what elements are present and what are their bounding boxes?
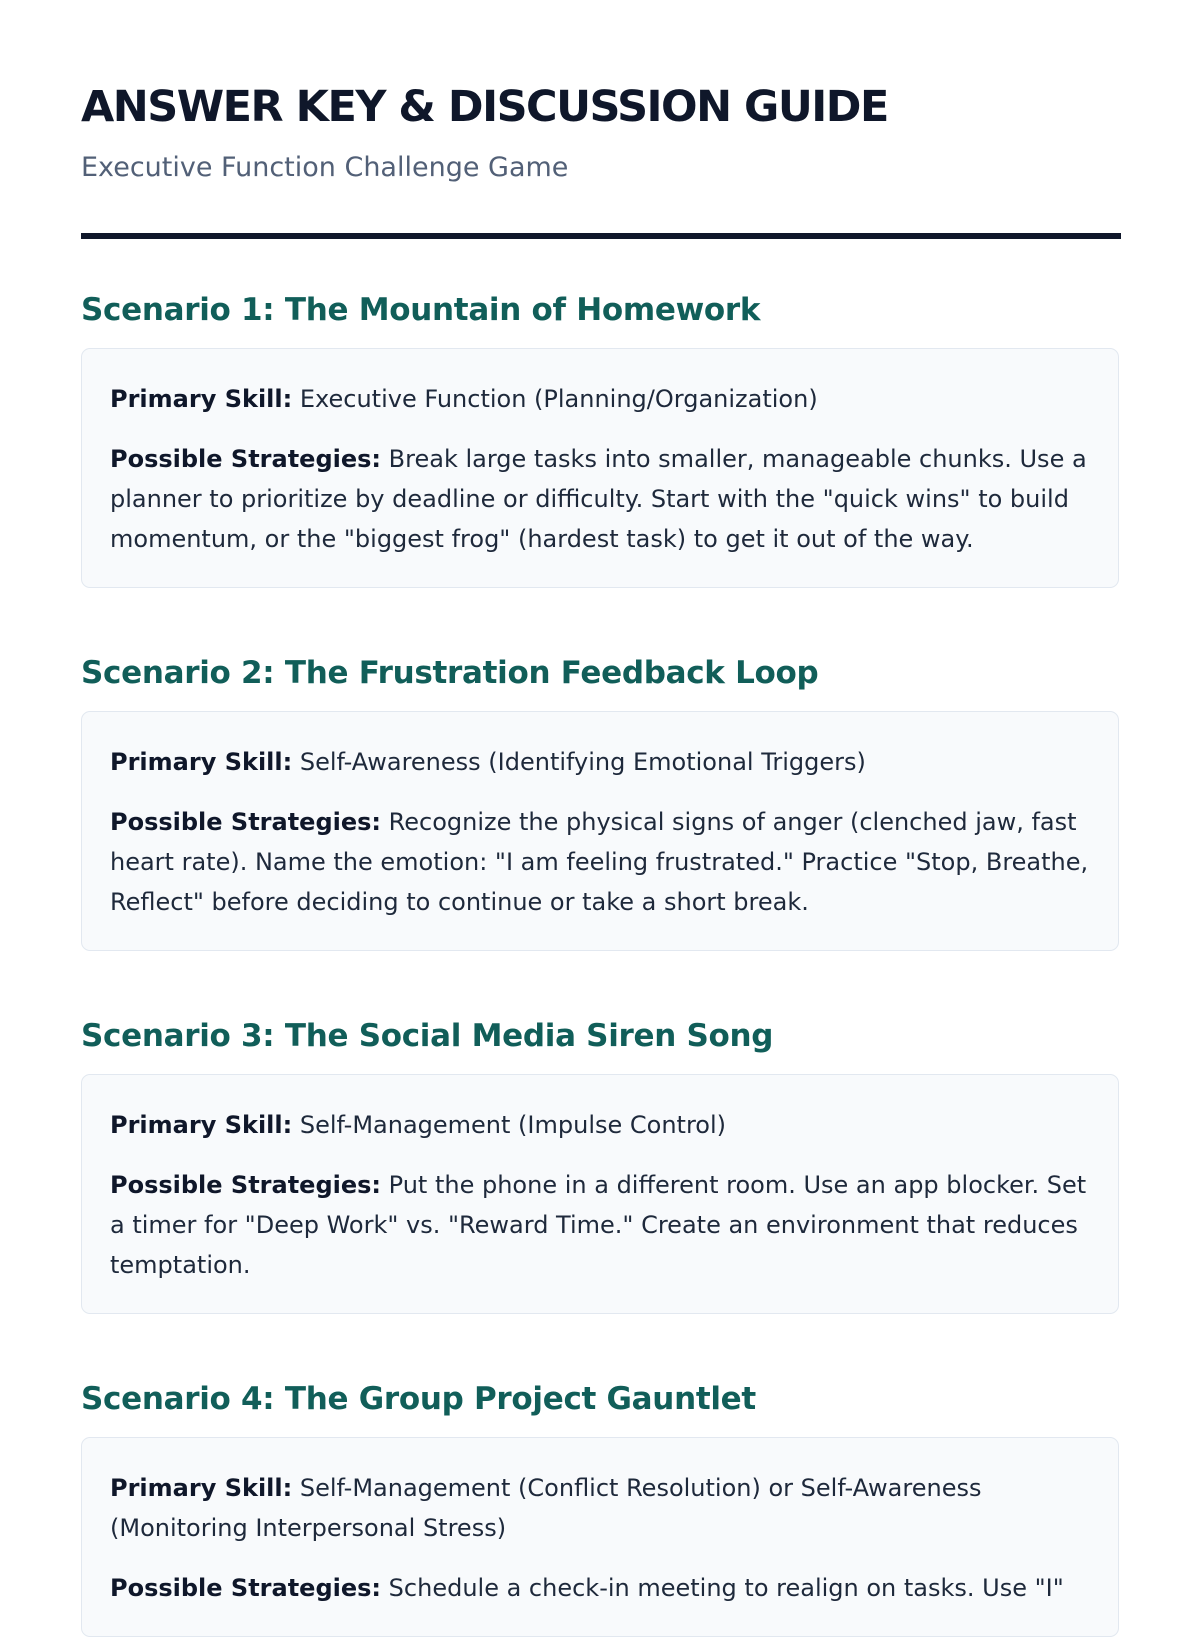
- strategies-label: Possible Strategies:: [110, 1574, 382, 1602]
- strategies-line: [110, 802, 1090, 922]
- strategies-value: Schedule a check-in meeting to realign on tasks. Use "I": [388, 1574, 1064, 1602]
- strategies-line: [110, 1165, 1090, 1285]
- scenario-heading: Scenario 2: The Frustration Feedback Loop: [81, 655, 819, 691]
- scenario-3: [81, 1018, 1121, 1279]
- primary-skill-line: [110, 1468, 1090, 1548]
- scenario-4: [81, 1381, 1121, 1602]
- scenario-1: [81, 292, 1121, 553]
- page-title: ANSWER KEY & DISCUSSION GUIDE: [81, 82, 888, 132]
- strategies-value: Recognize the physical signs of anger (clenched jaw, fast heart rate). Name the emotion: "I am feeling frustrated." Practice "Stop, Breathe, Reflect" before deciding to continue or take a short break.: [110, 808, 1089, 916]
- primary-skill-line: [110, 379, 1090, 419]
- primary-skill-label: Primary Skill:: [110, 385, 293, 413]
- scenario-heading: Scenario 3: The Social Media Siren Song: [81, 1018, 774, 1054]
- scenario-card: [81, 1074, 1119, 1314]
- primary-skill-value: Self-Management (Impulse Control): [299, 1111, 726, 1139]
- scenario-card: [81, 711, 1119, 951]
- strategies-label: Possible Strategies:: [110, 808, 382, 836]
- primary-skill-label: Primary Skill:: [110, 748, 293, 776]
- primary-skill-label: Primary Skill:: [110, 1111, 293, 1139]
- strategies-label: Possible Strategies:: [110, 1171, 382, 1199]
- primary-skill-line: [110, 1105, 1090, 1145]
- page-subtitle: Executive Function Challenge Game: [81, 152, 569, 183]
- strategies-line: [110, 439, 1090, 559]
- primary-skill-value: Executive Function (Planning/Organization): [299, 385, 818, 413]
- title-divider: [81, 233, 1121, 239]
- scenario-2: [81, 655, 1121, 916]
- primary-skill-label: Primary Skill:: [110, 1474, 293, 1502]
- scenario-card: [81, 1437, 1119, 1637]
- scenario-card: [81, 348, 1119, 588]
- scenario-heading: Scenario 4: The Group Project Gauntlet: [81, 1381, 756, 1417]
- scenario-heading: Scenario 1: The Mountain of Homework: [81, 292, 761, 328]
- strategies-label: Possible Strategies:: [110, 445, 382, 473]
- primary-skill-line: [110, 742, 1090, 782]
- primary-skill-value: Self-Management (Conflict Resolution) or Self-Awareness (Monitoring Interpersonal Stress): [110, 1474, 982, 1542]
- strategies-line: [110, 1568, 1090, 1608]
- primary-skill-value: Self-Awareness (Identifying Emotional Triggers): [299, 748, 866, 776]
- strategies-value: Put the phone in a different room. Use an app blocker. Set a timer for "Deep Work" vs. "Reward Time." Create an environment that reduces temptation.: [110, 1171, 1087, 1279]
- strategies-value: Break large tasks into smaller, manageable chunks. Use a planner to prioritize by deadline or difficulty. Start with the "quick wins" to build momentum, or the "biggest frog" (hardest task) to get it out of the way.: [110, 445, 1087, 553]
